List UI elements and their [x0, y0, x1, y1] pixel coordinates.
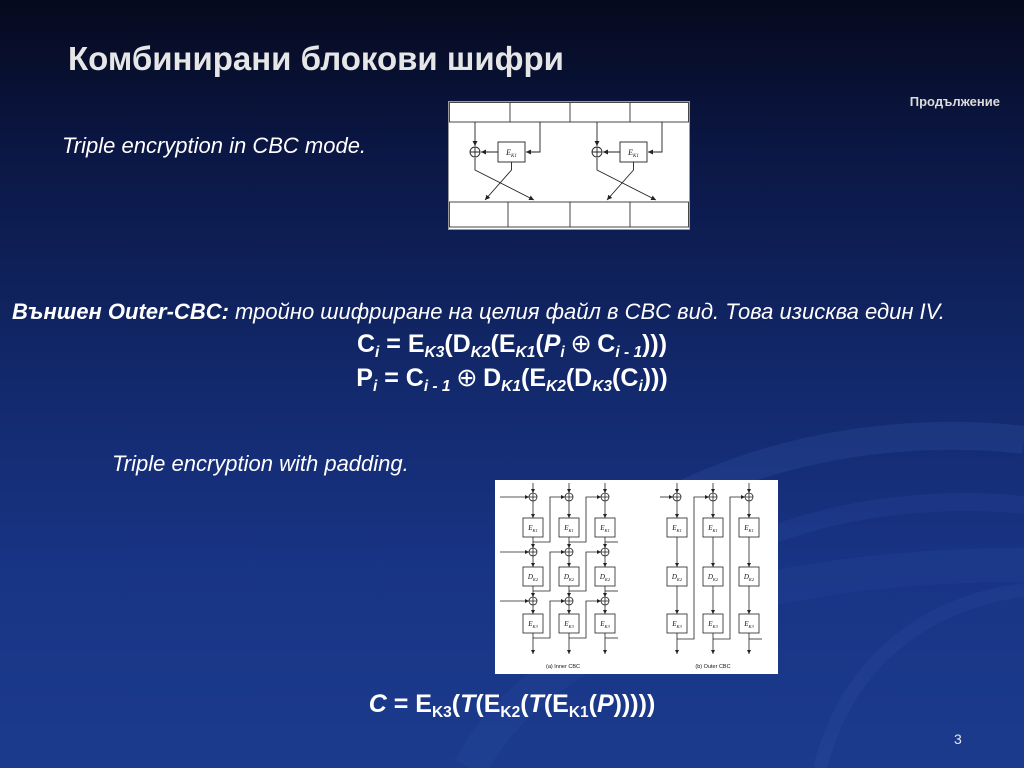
padding-diagram-graphic [495, 480, 778, 674]
xor-symbol [709, 493, 717, 501]
cipher-stage-box [523, 567, 543, 586]
stage-operation: E [600, 620, 605, 628]
cipher-stage-box [703, 614, 723, 633]
formula-subscript: i - 1 [423, 377, 451, 395]
xor-symbol [470, 147, 480, 157]
formula-subscript: K2 [546, 377, 566, 395]
formula-encryption [0, 329, 1024, 361]
stage-operation: E [672, 524, 677, 532]
formula-subscript: i [375, 343, 380, 361]
formula-term: T [528, 690, 544, 718]
formula-term: (E [543, 690, 569, 718]
formula-subscript: i - 1 [615, 343, 643, 361]
box-operation: E [628, 148, 634, 157]
xor-symbol [565, 597, 573, 605]
formula-term: (E [490, 330, 516, 358]
formula-term: ( [520, 690, 529, 718]
formula-subscript: i [560, 343, 565, 361]
outer-cbc-panel-label: (b) Outer CBC [695, 664, 731, 670]
stage-operation: D [563, 573, 569, 581]
cipher-stage-box [739, 518, 759, 537]
stage-operation: E [708, 620, 713, 628]
box-key: K1 [511, 154, 517, 159]
formula-term: ( [588, 690, 597, 718]
xor-symbol [601, 548, 609, 556]
stage-key: K2 [748, 576, 755, 582]
outer-cbc-text: тройно шифриране на целия файл в CBC вид. Това изисква един IV. [235, 299, 945, 324]
formula-term: (E [475, 690, 501, 718]
formula-subscript: K1 [568, 703, 589, 721]
formula-term: ))) [642, 330, 668, 358]
stage-key: K2 [676, 576, 683, 582]
stage-operation: E [708, 524, 713, 532]
stage-operation: E [564, 524, 569, 532]
stage-operation: D [707, 573, 713, 581]
encryption-box [498, 142, 525, 162]
formula-subscript: K3 [592, 377, 613, 395]
formula-term: T [460, 690, 476, 718]
stage-key: K2 [712, 576, 719, 582]
cipher-stage-box [559, 518, 579, 537]
stage-operation: D [599, 573, 605, 581]
continuation-label: Продължение [909, 94, 1000, 109]
stage-key: K1 [532, 527, 538, 533]
stage-operation: E [528, 620, 533, 628]
encryption-box-outline [620, 142, 647, 162]
formula-term: D [483, 364, 502, 392]
cipher-stage-box [667, 567, 687, 586]
xor-operator: ⊕ [456, 363, 478, 393]
xor-symbol [529, 493, 537, 501]
stage-key: K3 [604, 623, 610, 629]
formula-term: (E [521, 364, 546, 392]
formula-decryption [0, 363, 1024, 395]
formula-subscript: K3 [424, 343, 445, 361]
page-number: 3 [954, 731, 962, 747]
stage-operation: E [744, 524, 749, 532]
formula-term: = E [379, 330, 425, 358]
stage-operation: E [600, 524, 605, 532]
stage-key: K3 [748, 623, 754, 629]
slide-title: Комбинирани блокови шифри [68, 40, 564, 77]
encryption-box-outline [498, 142, 525, 162]
xor-symbol [565, 548, 573, 556]
xor-operator: ⊕ [570, 329, 592, 359]
cipher-stage-box [559, 614, 579, 633]
formula-term: C [597, 330, 616, 358]
formula-term: P [356, 364, 373, 392]
inner-cbc-panel-label: (a) Inner CBC [546, 664, 580, 670]
padding-caption: Triple encryption with padding. [112, 451, 409, 476]
stage-key: K3 [532, 623, 538, 629]
stage-key: K2 [532, 576, 539, 582]
xor-symbol [565, 493, 573, 501]
formula-subscript: i [372, 377, 378, 395]
formula-term: C [368, 690, 387, 718]
formula-term: = E [386, 690, 432, 718]
cbc-mode-diagram-graphic [448, 101, 690, 230]
stage-key: K3 [676, 623, 682, 629]
stage-operation: E [672, 620, 677, 628]
formula-term: (D [444, 330, 471, 358]
xor-symbol [745, 493, 753, 501]
stage-key: K3 [712, 623, 718, 629]
cipher-stage-box [595, 518, 615, 537]
swirl-band [820, 590, 1024, 768]
formula-term: ( [535, 330, 544, 358]
stage-key: K2 [604, 576, 611, 582]
cipher-stage-box [739, 567, 759, 586]
stage-key: K1 [676, 527, 682, 533]
outer-cbc-description [12, 301, 945, 323]
formula-subscript: K1 [501, 377, 521, 395]
stage-operation: E [564, 620, 569, 628]
cipher-stage-box [667, 614, 687, 633]
formula-subscript: K1 [515, 343, 536, 361]
formula-subscript: K2 [500, 703, 521, 721]
formula-term: = C [377, 364, 424, 392]
cipher-stage-box [559, 567, 579, 586]
outer-cbc-term: Външен Outer-CBC: [12, 299, 229, 324]
formula-subscript: K2 [470, 343, 491, 361]
formula-term: ( [451, 690, 461, 718]
stage-key: K3 [568, 623, 574, 629]
cipher-stage-box [523, 614, 543, 633]
formula-subscript: K3 [431, 703, 452, 721]
box-key: K1 [633, 154, 639, 159]
xor-symbol [529, 548, 537, 556]
cipher-stage-box [595, 567, 615, 586]
stage-operation: D [671, 573, 677, 581]
formula-term: ))))) [613, 690, 656, 718]
formula-term: (C [612, 364, 639, 392]
stage-operation: E [744, 620, 749, 628]
padding-diagram [495, 480, 778, 674]
cbc-mode-caption: Triple encryption in CBC mode. [62, 133, 367, 158]
cipher-stage-box [667, 518, 687, 537]
box-operation: E [506, 148, 512, 157]
cbc-mode-diagram [448, 101, 690, 230]
formula-term: P [596, 690, 614, 718]
stage-key: K1 [712, 527, 718, 533]
cipher-stage-box [595, 614, 615, 633]
cipher-stage-box [703, 567, 723, 586]
stage-operation: D [743, 573, 749, 581]
formula-term: (D [565, 364, 593, 392]
xor-symbol [673, 493, 681, 501]
stage-key: K1 [604, 527, 610, 533]
stage-key: K1 [568, 527, 574, 533]
stage-operation: E [528, 524, 533, 532]
xor-symbol [601, 597, 609, 605]
stage-key: K1 [748, 527, 754, 533]
formula-term: P [543, 330, 561, 358]
xor-symbol [592, 147, 602, 157]
formula-term: ))) [642, 364, 668, 392]
xor-symbol [601, 493, 609, 501]
formula-subscript: i [638, 377, 643, 395]
cipher-stage-box [703, 518, 723, 537]
diagram-frame [449, 102, 690, 230]
encryption-box [620, 142, 647, 162]
xor-symbol [529, 597, 537, 605]
stage-key: K2 [568, 576, 575, 582]
formula-term: C [356, 330, 376, 358]
stage-operation: D [527, 573, 533, 581]
cipher-stage-box [739, 614, 759, 633]
cipher-stage-box [523, 518, 543, 537]
formula-padding [0, 692, 1024, 720]
